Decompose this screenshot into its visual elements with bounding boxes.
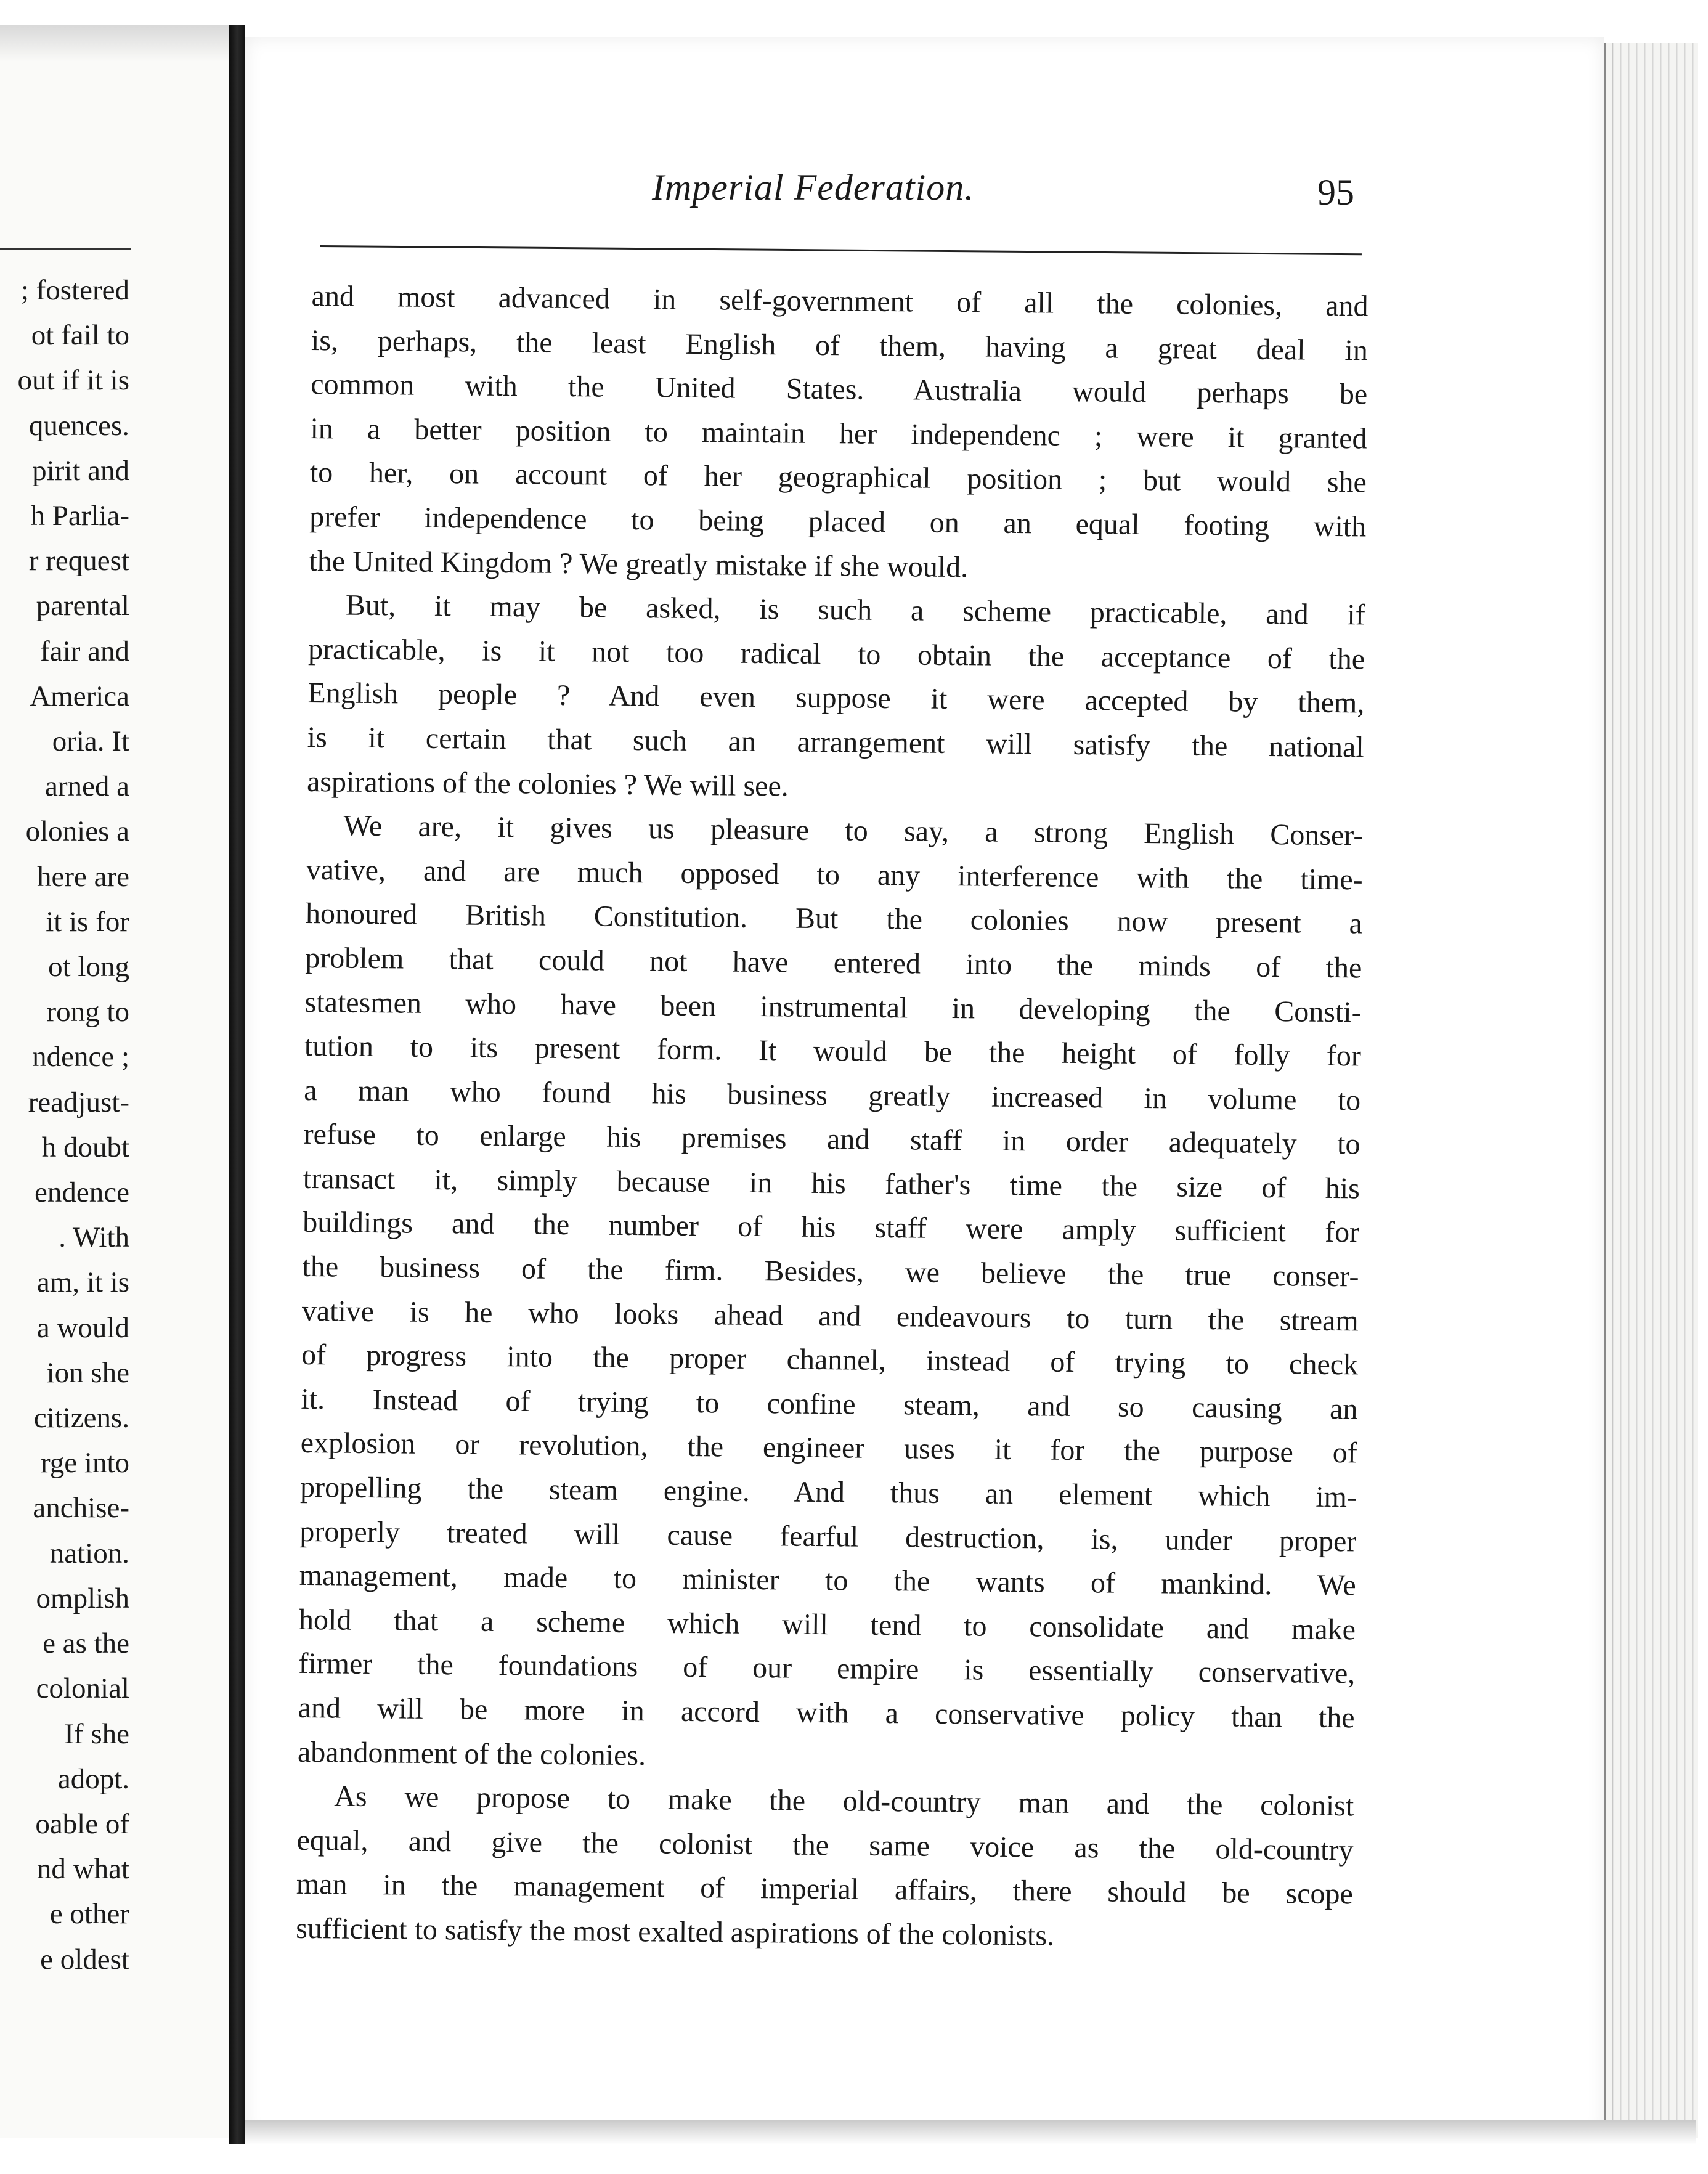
text-line: vative, and are much opposed to any interference with the time- <box>306 853 1363 897</box>
head-rule <box>320 245 1362 255</box>
left-page-line: pirit and <box>32 454 129 487</box>
left-page-line: e oldest <box>40 1943 129 1976</box>
left-page-line: e other <box>49 1898 129 1931</box>
text-line: the United Kingdom ? We greatly mistake if she would. <box>309 544 969 584</box>
left-page-line: rong to <box>46 996 129 1028</box>
left-page-line: ; fostered <box>20 274 129 306</box>
text-line: man in the management of imperial affairs, there should be scope <box>296 1868 1354 1911</box>
left-page-line: nd what <box>36 1853 129 1886</box>
text-line: is, perhaps, the least English of them, having a great deal in <box>311 324 1368 367</box>
text-line: buildings and the number of his staff were amply sufficient for <box>302 1206 1360 1249</box>
paragraph <box>309 274 1368 593</box>
text-line: a man who found his business greatly increased in volume to <box>304 1073 1361 1117</box>
text-line: abandonment of the colonies. <box>297 1735 646 1772</box>
text-line: to her, on account of her geographical position ; but would she <box>309 456 1367 499</box>
text-line: the business of the firm. Besides, we believe the true conser- <box>302 1250 1359 1293</box>
text-line: firmer the foundations of our empire is essentially conservative, <box>298 1647 1356 1690</box>
page-number: 95 <box>1317 172 1354 213</box>
text-line: sufficient to satisfy the most exalted aspirations of the colonists. <box>295 1911 1055 1952</box>
text-line: explosion or revolution, the engineer uses it for the purpose of <box>300 1427 1357 1470</box>
text-line: As we propose to make the old-country man and the colonist <box>334 1780 1354 1823</box>
left-page-line: rge into <box>40 1447 129 1480</box>
book-spine-gutter <box>229 25 245 2144</box>
left-page-line: arned a <box>45 770 129 803</box>
text-line: and most advanced in self-government of all the colonies, and <box>311 279 1368 323</box>
text-line: We are, it gives us pleasure to say, a strong English Conser- <box>343 809 1364 852</box>
text-line: English people ? And even suppose it were accepted by them, <box>307 677 1365 720</box>
left-page-line: readjust- <box>28 1086 129 1118</box>
text-line: tution to its present form. It would be the height of folly for <box>304 1030 1362 1073</box>
text-line: problem that could not have entered into the minds of the <box>305 941 1362 985</box>
text-line: prefer independence to being placed on an equal footing with <box>309 500 1367 544</box>
text-line: refuse to enlarge his premises and staff in order adequately to <box>303 1118 1360 1161</box>
facing-page-left <box>0 25 229 2138</box>
left-page-line: parental <box>36 590 129 622</box>
text-line: aspirations of the colonies ? We will see. <box>306 765 789 802</box>
left-page-line: out if it is <box>17 364 129 397</box>
paragraph <box>296 1774 1354 1961</box>
page-95 <box>245 37 1604 2138</box>
left-page-line: quences. <box>28 409 129 442</box>
left-page-line: olonies a <box>25 815 129 848</box>
text-line: equal, and give the colonist the same voice as the old-country <box>296 1823 1354 1867</box>
left-page-line: ot fail to <box>31 319 129 352</box>
left-page-line: ion she <box>46 1356 129 1389</box>
left-page-line: r request <box>28 545 129 577</box>
text-line: practicable, is it not too radical to obtain the acceptance of the <box>307 632 1365 676</box>
text-line: But, it may be asked, is such a scheme practicable, and if <box>345 588 1366 632</box>
text-line: and will be more in accord with a conservative policy than the <box>298 1691 1355 1735</box>
text-line: management, made to minister to the wants of mankind. We <box>299 1559 1356 1602</box>
text-line: transact it, simply because in his father's time the size of his <box>303 1162 1360 1205</box>
left-page-line: e as the <box>43 1627 129 1660</box>
left-page-line: omplish <box>36 1582 129 1614</box>
bottom-shadow <box>245 2120 1696 2144</box>
left-page-line: anchise- <box>33 1492 129 1525</box>
left-page-line: here are <box>37 860 129 893</box>
left-page-line: nation. <box>49 1537 129 1569</box>
left-page-line: fair and <box>40 635 129 667</box>
text-line: in a better position to maintain her independenc ; were it granted <box>310 412 1367 455</box>
left-page-line: a would <box>36 1311 129 1344</box>
text-line: is it certain that such an arrangement will satisfy the national <box>307 720 1364 764</box>
left-page-line: h Parlia- <box>30 500 129 532</box>
left-page-line: If she <box>64 1717 129 1750</box>
left-page-line: . With <box>59 1221 129 1254</box>
page-shadow <box>0 25 229 62</box>
page-edges <box>1604 43 1698 2138</box>
text-line: it. Instead of trying to confine steam, and so causing an <box>301 1382 1358 1426</box>
text-line: properly treated will cause fearful destruction, is, under proper <box>299 1515 1357 1558</box>
left-page-line: adopt. <box>57 1762 129 1795</box>
text-line: of progress into the proper channel, instead of trying to check <box>301 1338 1359 1382</box>
text-line: common with the United States. Australia would perhaps be <box>311 368 1368 411</box>
left-page-line: ot long <box>48 951 129 983</box>
paragraph <box>298 804 1364 1784</box>
text-line: propelling the steam engine. And thus an element which im- <box>299 1470 1357 1514</box>
left-page-line: am, it is <box>36 1266 129 1299</box>
left-page-line: ndence ; <box>32 1041 129 1073</box>
running-title: Imperial Federation. <box>652 167 975 208</box>
left-page-line: endence <box>35 1176 129 1209</box>
left-page-line: colonial <box>36 1672 129 1705</box>
text-line: hold that a scheme which will tend to consolidate and make <box>298 1603 1356 1647</box>
left-page-line: America <box>30 680 129 712</box>
left-page-line: h doubt <box>41 1131 129 1163</box>
left-page-text <box>0 268 129 1982</box>
text-line: vative is he who looks ahead and endeavours to turn the stream <box>301 1294 1359 1338</box>
left-page-line: citizens. <box>33 1402 129 1435</box>
left-page-line: it is for <box>46 905 129 938</box>
running-head <box>245 166 1604 222</box>
text-line: statesmen who have been instrumental in developing the Consti- <box>304 985 1362 1028</box>
left-page-line: oria. It <box>52 725 129 758</box>
body-text <box>296 274 1368 1961</box>
paragraph <box>307 583 1365 813</box>
left-page-line: oable of <box>35 1807 129 1840</box>
text-line: honoured British Constitution. But the colonies now present a <box>305 897 1363 940</box>
head-rule-left <box>0 248 131 250</box>
